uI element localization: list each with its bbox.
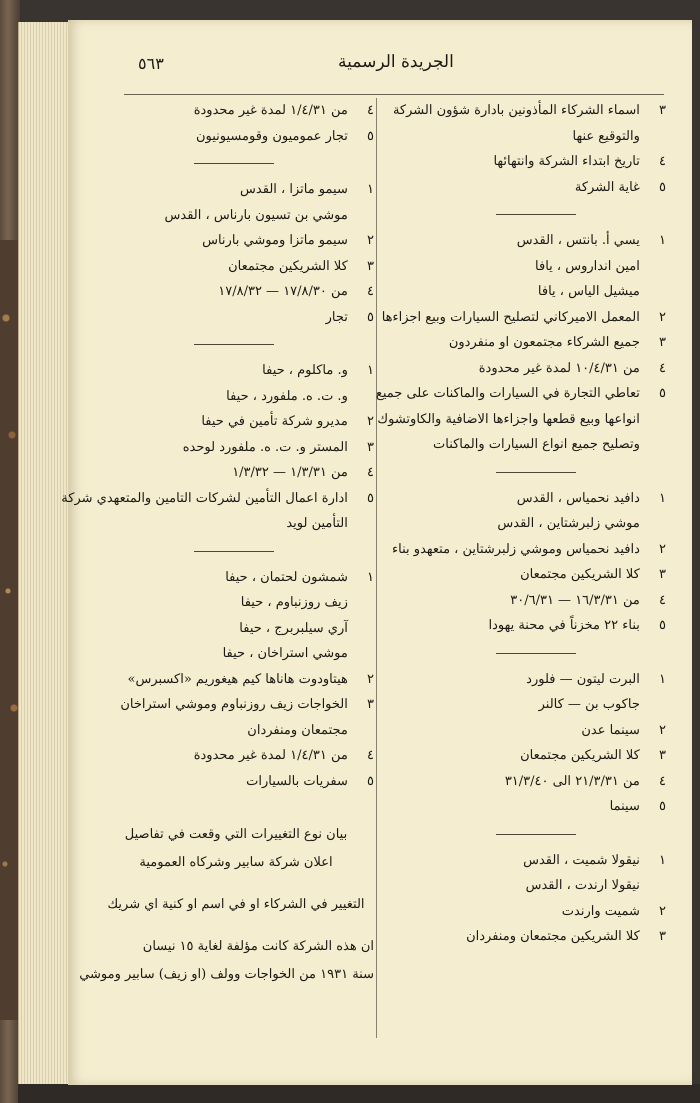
- entry-line: [390, 356, 666, 382]
- entry-text: مديرو شركة تأمين في حيفا: [201, 414, 348, 429]
- entry-line: [98, 460, 374, 486]
- item-number: ٤: [659, 360, 666, 376]
- item-number: ١: [659, 671, 666, 687]
- separator-rule: [390, 820, 666, 848]
- entry-line: [390, 899, 666, 925]
- entry-text: موشي زلبرشتاين ، القدس: [497, 516, 640, 531]
- item-number: ٥: [659, 179, 666, 195]
- page-number: ٥٦٣: [138, 54, 164, 73]
- separator-rule: [98, 330, 374, 358]
- entry-line: [98, 565, 374, 591]
- item-number: ٢: [659, 309, 666, 325]
- entry-line: [98, 409, 374, 435]
- entry-text: شميت وارندت: [561, 903, 640, 919]
- entry-text: و. ت. ه. ملفورد ، حيفا: [226, 388, 348, 404]
- entry-line: [390, 486, 666, 512]
- separator-rule: [98, 537, 374, 565]
- entry-text: موشي بن تسيون بارناس ، القدس: [164, 207, 348, 223]
- entry-text: سيمو ماتزا ، القدس: [240, 182, 348, 197]
- entry-text: من ١٠/٤/٣١ لمدة غير محدودة: [478, 360, 640, 376]
- entry-line: [390, 432, 666, 458]
- item-number: ١: [367, 182, 374, 197]
- entry-text: تاريخ ابتداء الشركة وانتهائها: [493, 154, 640, 169]
- entry-text: هيتاودوت هاناها كيم هيغوريم «اكسبرس»: [127, 671, 348, 687]
- separator-rule: [390, 200, 666, 228]
- entry-block: [375, 228, 666, 458]
- entry-block: [98, 98, 374, 149]
- entry-line: [98, 98, 374, 124]
- item-number: ٢: [659, 722, 666, 738]
- entry-text: سينما: [609, 799, 640, 814]
- entry-block: [390, 667, 666, 820]
- entry-text: بناء ٢٢ مخزناً في محنة يهودا: [488, 618, 640, 633]
- item-number: ١: [659, 233, 666, 248]
- header-rule: [124, 94, 664, 95]
- entry-line: [377, 407, 666, 433]
- entry-text: من ١٧/٨/٣٠ — ١٧/٨/٣٢: [218, 284, 348, 299]
- right-column: [375, 98, 666, 950]
- journal-title: الجريدة الرسمية: [338, 52, 454, 72]
- entry-line: [390, 588, 666, 614]
- entry-block: [61, 358, 374, 537]
- entry-line: [98, 743, 374, 769]
- entry-line: [98, 177, 374, 203]
- entry-line: [98, 384, 374, 410]
- item-number: ٣: [367, 439, 374, 455]
- item-number: ١: [659, 852, 666, 868]
- entry-line: [98, 511, 374, 537]
- entry-text: سينما عدن: [581, 722, 640, 738]
- entry-line: [390, 149, 666, 175]
- entry-line: [390, 873, 666, 899]
- entry-block: [390, 98, 666, 200]
- entry-line: [98, 616, 374, 642]
- entry-text: دافيد نحمياس ، القدس: [516, 490, 640, 506]
- item-number: ٥: [367, 490, 374, 506]
- entry-line: [98, 254, 374, 280]
- notice-heading: بيان نوع التغييرات التي وقعت في تفاصيل: [124, 827, 348, 842]
- entry-block: [390, 486, 666, 639]
- entry-line: [98, 769, 374, 795]
- item-number: ٥: [367, 309, 374, 325]
- entry-text: وتصليح جميع انواع السيارات والماكنات: [433, 437, 640, 452]
- notice-body: ان هذه الشركة كانت مؤلفة لغاية ١٥ نيسان: [142, 939, 374, 954]
- entry-line: [390, 769, 666, 795]
- entry-text: ادارة اعمال التأمين لشركات التامين والمتعهدي شركة: [61, 490, 348, 506]
- item-number: ٣: [367, 697, 374, 712]
- entry-line: [98, 667, 374, 693]
- item-number: ١: [367, 363, 374, 378]
- entry-line: [390, 718, 666, 744]
- entry-line: [390, 848, 666, 874]
- gap: [98, 808, 374, 822]
- gap: [98, 794, 374, 808]
- entry-line: [98, 358, 374, 384]
- separator-rule: [390, 639, 666, 667]
- entry-line: [390, 613, 666, 639]
- entry-line: [390, 924, 666, 950]
- item-number: ٢: [367, 233, 374, 248]
- entry-text: كلا الشريكين مجتمعان: [520, 567, 640, 582]
- item-number: ٤: [367, 748, 374, 763]
- item-number: ٥: [367, 128, 374, 144]
- entry-text: نيقولا ارندت ، القدس: [525, 878, 640, 893]
- item-number: ٢: [659, 903, 666, 919]
- entry-line: [98, 641, 374, 667]
- entry-text: المستر و. ت. ه. ملفورد لوحده: [182, 439, 348, 455]
- amendment-notice: [79, 822, 374, 990]
- entry-text: من ١/٣/٣١ — ١/٣/٣٢: [232, 465, 348, 480]
- entry-text: البرت ليتون — فلورد: [526, 671, 640, 687]
- item-number: ٤: [367, 103, 374, 118]
- entry-line: [98, 718, 374, 744]
- item-number: ٤: [659, 154, 666, 169]
- entry-text: سيمو ماتزا وموشي بارناس: [202, 233, 348, 248]
- entry-line: [390, 794, 666, 820]
- entry-text: كلا الشريكين مجتمعان: [520, 748, 640, 763]
- item-number: ٤: [367, 284, 374, 299]
- entry-text: كلا الشريكين مجتمعان ومنفردان: [466, 929, 640, 944]
- bottom-shadow: [18, 1084, 700, 1103]
- entry-line: [98, 124, 374, 150]
- entry-text: اسماء الشركاء المأذونين بادارة شؤون الشركة: [392, 103, 640, 118]
- entry-line: [98, 228, 374, 254]
- entry-line: [390, 124, 666, 150]
- entry-line: [390, 330, 666, 356]
- item-number: ٣: [659, 335, 666, 350]
- page-header: [68, 50, 692, 84]
- entry-text: غاية الشركة: [574, 179, 640, 195]
- entry-text: دافيد نحمياس وموشي زلبرشتاين ، متعهدو بناء: [392, 541, 640, 557]
- entry-line: [381, 305, 666, 331]
- item-number: ٥: [659, 618, 666, 633]
- entry-line: [390, 562, 666, 588]
- item-number: ١: [659, 490, 666, 506]
- entry-text: التأمين لويد: [286, 516, 348, 531]
- entry-line: [98, 305, 374, 331]
- entry-text: و. ماكلوم ، حيفا: [262, 363, 348, 378]
- entry-line: [390, 743, 666, 769]
- entry-line: [390, 228, 666, 254]
- entry-block: [98, 177, 374, 330]
- separator-rule: [98, 149, 374, 177]
- entry-text: تجار عموميون وقومسيونيون: [195, 128, 348, 144]
- entry-text: من ١/٤/٣١ لمدة غير محدودة: [193, 748, 348, 763]
- separator-rule: [390, 458, 666, 486]
- entry-line: [98, 590, 374, 616]
- entry-text: آري سيلبربرج ، حيفا: [239, 620, 348, 636]
- entry-line: [390, 537, 666, 563]
- item-number: ٣: [659, 103, 666, 118]
- item-number: ٣: [367, 258, 374, 274]
- notice-subheading: التغيير في الشركاء او في اسم او كنية اي شريك: [107, 897, 365, 912]
- item-number: ٢: [367, 414, 374, 429]
- item-number: ٢: [659, 541, 666, 557]
- entry-text: المعمل الاميركاني لتصليح السيارات وبيع اجزاءها: [381, 309, 640, 325]
- entry-text: مجتمعان ومنفردان: [247, 722, 348, 738]
- entry-text: الخواجات زيف روزنباوم وموشي استراخان: [120, 697, 348, 712]
- item-number: ٤: [367, 465, 374, 480]
- entry-text: تعاطي التجارة في السيارات والماكنات على جميع: [375, 386, 640, 401]
- left-column: [61, 98, 374, 990]
- entry-line: [390, 254, 666, 280]
- entry-text: شمشون لحتمان ، حيفا: [225, 569, 348, 585]
- entry-text: زيف روزنباوم ، حيفا: [240, 595, 348, 610]
- entry-line: [98, 203, 374, 229]
- item-number: ٣: [659, 567, 666, 582]
- item-number: ٤: [659, 592, 666, 608]
- entry-text: تجار: [325, 309, 348, 325]
- item-number: ٥: [367, 773, 374, 789]
- entry-text: موشي استراخان ، حيفا: [222, 646, 348, 661]
- item-number: ٣: [659, 748, 666, 763]
- entry-line: [98, 692, 374, 718]
- entry-text: من ١/٤/٣١ لمدة غير محدودة: [193, 103, 348, 118]
- entry-text: كلا الشريكين مجتمعان: [228, 258, 348, 274]
- entry-line: [390, 279, 666, 305]
- item-number: ٤: [659, 773, 666, 789]
- notice-body: سنة ١٩٣١ من الخواجات وولف (او زيف) سابير وموشي: [79, 967, 374, 982]
- notice-heading: اعلان شركة سابير وشركاه العمومية: [139, 855, 333, 870]
- entry-line: [390, 175, 666, 201]
- item-number: ٣: [659, 929, 666, 944]
- entry-text: جميع الشركاء مجتمعون او منفردون: [448, 335, 640, 350]
- entry-text: سفريات بالسيارات: [246, 773, 348, 789]
- entry-text: من ١٦/٣/٣١ — ٣٠/٦/٣١: [510, 592, 640, 608]
- entry-text: من ٢١/٣/٣١ الى ٣١/٣/٤٠: [504, 773, 640, 789]
- entry-text: انواعها وبيع قطعها واجزاءها الاضافية والكاوتشوك: [377, 411, 640, 427]
- gap: [98, 920, 374, 934]
- entry-text: ميشيل الياس ، يافا: [537, 284, 640, 299]
- entry-line: [390, 511, 666, 537]
- entry-line: [390, 692, 666, 718]
- entry-line: [98, 435, 374, 461]
- entry-line: [375, 381, 666, 407]
- entry-line: [390, 98, 666, 124]
- entry-line: [61, 486, 374, 512]
- entry-text: امين انداروس ، يافا: [535, 258, 640, 274]
- item-number: ٥: [659, 386, 666, 401]
- gap: [98, 878, 374, 892]
- entry-block: [390, 848, 666, 950]
- entry-text: نيقولا شميت ، القدس: [523, 852, 640, 868]
- entry-text: يسي أ. بانتس ، القدس: [516, 233, 640, 248]
- item-number: ١: [367, 569, 374, 585]
- page-edges: [18, 22, 71, 1084]
- column-divider: [376, 98, 377, 1038]
- binding-marbling: [0, 240, 20, 1020]
- entry-text: جاكوب بن — كالنر: [538, 697, 640, 712]
- entry-line: [390, 667, 666, 693]
- entry-line: [98, 279, 374, 305]
- entry-block: [98, 565, 374, 795]
- gazette-page: [61, 20, 692, 1085]
- item-number: ٢: [367, 671, 374, 687]
- entry-text: والتوقيع عنها: [572, 128, 640, 144]
- item-number: ٥: [659, 799, 666, 814]
